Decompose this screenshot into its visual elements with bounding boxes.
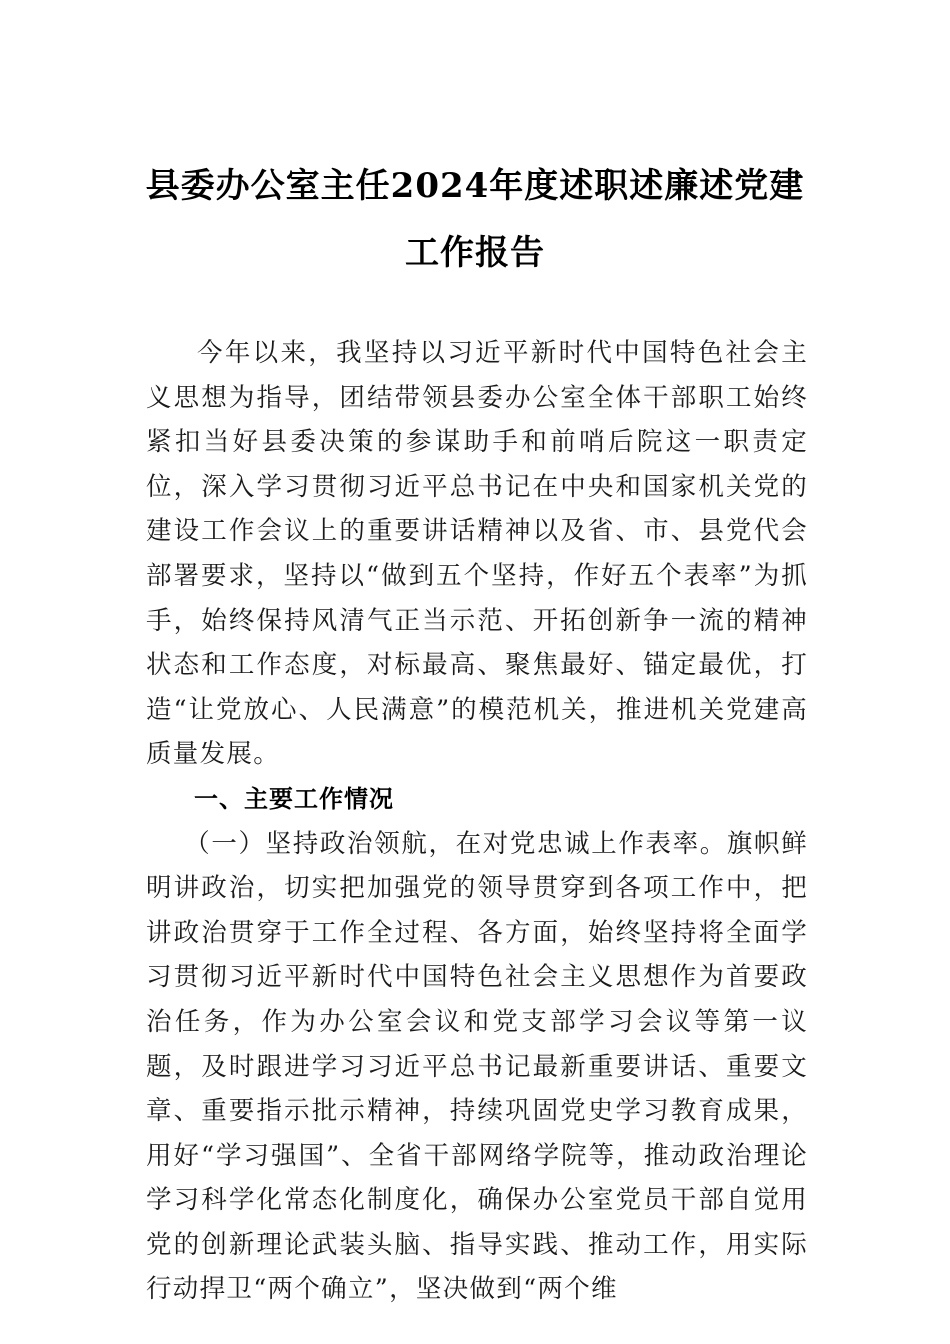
- document-title-line-2: 工作报告: [405, 233, 545, 273]
- document-title-line-1: 县委办公室主任2024年度述职述廉述党建: [145, 166, 805, 206]
- subsection-body-1: 旗帜鲜明讲政治，切实把加强党的领导贯穿到各项工作中，把讲政治贯穿于工作全过程、各方面，始终坚持将全面学习贯彻习近平新时代中国特色社会主义思想作为首要政治任务，作为办公室会议和党支部学习会议等第一议题，及时跟进学习习近平总书记最新重要讲话、重要文章、重要指示批示精神，持续巩固党史学习教育成果，用好“学习强国”、全省干部网络学院等，推动政治理论学习科学化常态化制度化，确保办公室党员干部自觉用党的创新理论武装头脑、指导实践、推动工作，用实际行动捍卫“两个确立”，坚决做到“两个维: [146, 828, 808, 1305]
- intro-paragraph: 今年以来，我坚持以习近平新时代中国特色社会主义思想为指导，团结带领县委办公室全体干部职工始终紧扣当好县委决策的参谋助手和前哨后院这一职责定位，深入学习贯彻习近平总书记在中央和国家机关党的建设工作会议上的重要讲话精神以及省、市、县党代会部署要求，坚持以“做到五个坚持，作好五个表率”为抓手，始终保持风清气正当示范、开拓创新争一流的精神状态和工作态度，对标最高、聚焦最好、锚定最优，打造“让党放心、人民满意”的模范机关，推进机关党建高质量发展。: [146, 338, 808, 770]
- section-heading-main-work: 一、主要工作情况: [194, 784, 394, 813]
- document-body: [146, 331, 808, 1312]
- subsection-heading-1: （一）坚持政治领航，在对党忠诚上作表率。: [184, 828, 727, 859]
- subsection-paragraph-1: [146, 822, 808, 1313]
